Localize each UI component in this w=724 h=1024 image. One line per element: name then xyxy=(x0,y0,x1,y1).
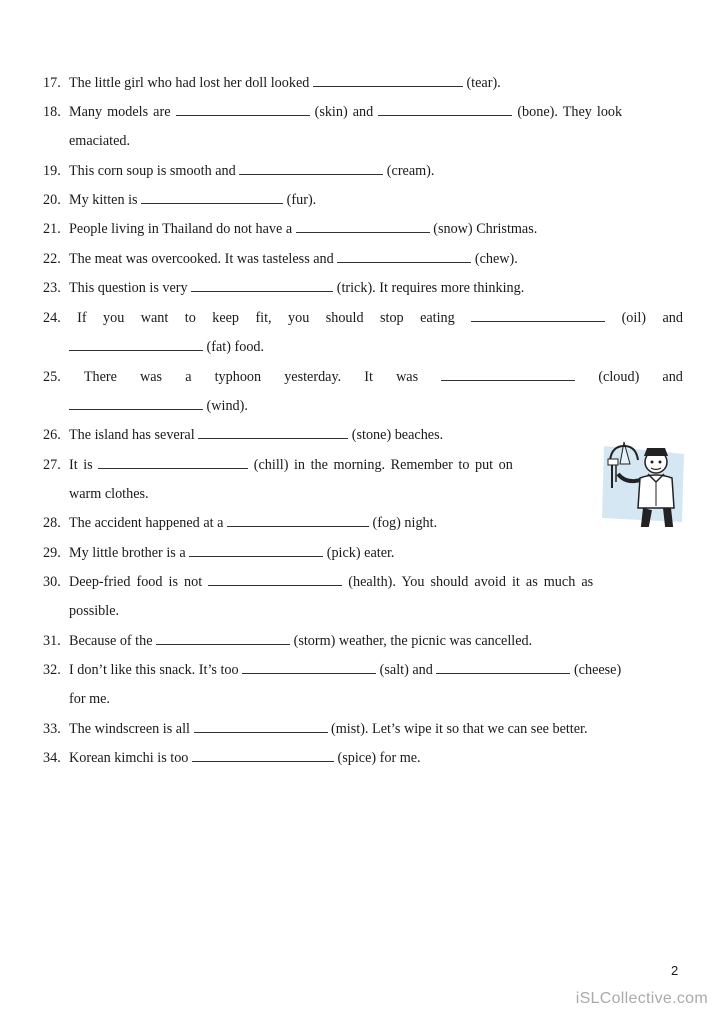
question-26: 26. The island has several (stone) beaches. xyxy=(43,427,444,443)
answer-blank[interactable] xyxy=(296,220,430,233)
answer-blank[interactable] xyxy=(194,720,328,733)
question-32-continued: for me. xyxy=(69,691,110,707)
question-22: 22. The meat was overcooked. It was tasteless and (chew). xyxy=(43,251,518,267)
answer-blank[interactable] xyxy=(378,103,512,116)
question-23: 23. This question is very (trick). It requires more thinking. xyxy=(43,280,525,296)
answer-blank[interactable] xyxy=(141,191,283,204)
question-24: 24. If you want to keep fit, you should stop eating (oil) and xyxy=(43,310,683,326)
question-28: 28. The accident happened at a (fog) night. xyxy=(43,515,438,531)
question-27-continued: warm clothes. xyxy=(69,486,149,502)
question-27: 27. It is (chill) in the morning. Remember to put on xyxy=(43,457,513,473)
question-25-continued: (wind). xyxy=(69,397,683,415)
answer-blank[interactable] xyxy=(192,749,334,762)
question-18-continued: emaciated. xyxy=(69,133,131,149)
question-29: 29. My little brother is a (pick) eater. xyxy=(43,545,395,561)
answer-blank[interactable] xyxy=(69,397,203,410)
man-with-icicles-icon xyxy=(598,434,688,532)
watermark-logo: iSLCollective.com xyxy=(575,990,708,1007)
answer-blank[interactable] xyxy=(98,456,248,469)
question-21: 21. People living in Thailand do not have a (snow) Christmas. xyxy=(43,221,538,237)
answer-blank[interactable] xyxy=(191,279,333,292)
page-number: 2 xyxy=(671,963,679,978)
answer-blank[interactable] xyxy=(337,250,471,263)
answer-blank[interactable] xyxy=(242,661,376,674)
question-30: 30. Deep-fried food is not (health). You should avoid it as much as xyxy=(43,574,594,590)
question-24-continued: (fat) food. xyxy=(69,338,683,356)
question-32: 32. I don’t like this snack. It’s too (salt) and (cheese) xyxy=(43,662,622,678)
question-31: 31. Because of the (storm) weather, the picnic was cancelled. xyxy=(43,633,533,649)
question-33: 33. The windscreen is all (mist). Let’s wipe it so that we can see better. xyxy=(43,721,588,737)
answer-blank[interactable] xyxy=(471,309,605,322)
answer-blank[interactable] xyxy=(227,514,369,527)
question-18: 18. Many models are (skin) and (bone). They look xyxy=(43,104,623,120)
answer-blank[interactable] xyxy=(313,74,463,87)
answer-blank[interactable] xyxy=(208,573,342,586)
answer-blank[interactable] xyxy=(176,103,310,116)
answer-blank[interactable] xyxy=(156,632,290,645)
question-20: 20. My kitten is (fur). xyxy=(43,192,317,208)
answer-blank[interactable] xyxy=(189,544,323,557)
answer-blank[interactable] xyxy=(436,661,570,674)
answer-blank[interactable] xyxy=(441,368,575,381)
question-19: 19. This corn soup is smooth and (cream). xyxy=(43,163,435,179)
question-34: 34. Korean kimchi is too (spice) for me. xyxy=(43,750,421,766)
answer-blank[interactable] xyxy=(239,162,383,175)
answer-blank[interactable] xyxy=(69,338,203,351)
question-17: 17. The little girl who had lost her doll looked (tear). xyxy=(43,75,501,91)
answer-blank[interactable] xyxy=(198,426,348,439)
question-25: 25. There was a typhoon yesterday. It was (cloud) and xyxy=(43,369,683,385)
question-30-continued: possible. xyxy=(69,603,120,619)
